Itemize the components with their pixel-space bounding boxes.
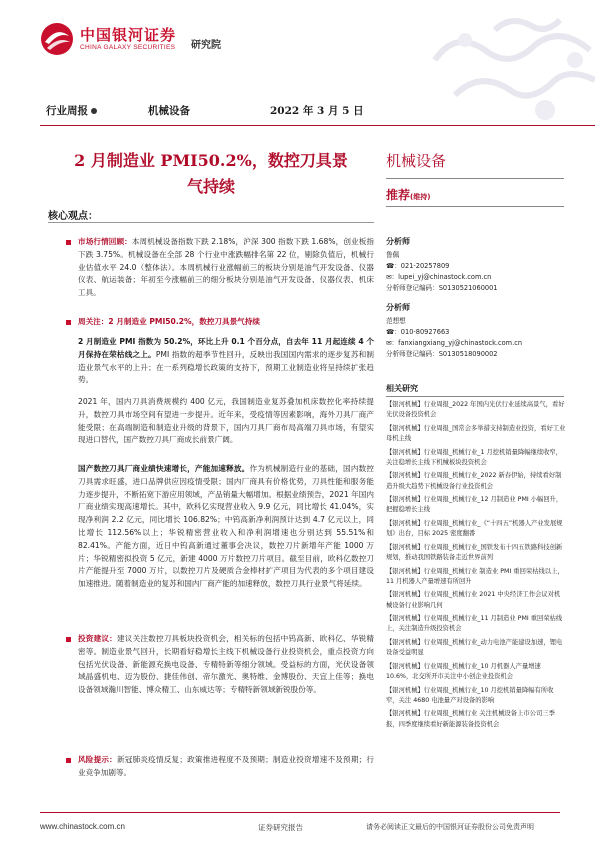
tool-market-paragraph: 2021 年，国内刀具消费规模约 400 亿元，我国制造业复苏叠加机床数控化率持续提升，数控刀具市场空间有望进一步提升。近年来，受疫情等因素影响，海外刀具厂商产能受限；在高端制造和制造业升级的背景下，国内刀具厂商布局高端刀具市场，有望实现进口替代，国产数控刀具厂商成长前景广阔。 — [78, 397, 374, 445]
research-division: 研究院 — [191, 40, 221, 51]
analyst-email[interactable]: ✉：lupei_yj@chinastock.com.cn — [386, 273, 492, 281]
report-title — [48, 148, 374, 200]
sidebar-divider — [386, 178, 564, 179]
analyst-heading: 分析师 — [386, 303, 410, 312]
sidebar-divider — [386, 396, 564, 397]
core-view-label: 核心观点： — [48, 211, 98, 222]
analyst-name: 鲁佩 — [386, 251, 400, 259]
related-item[interactable]: 【银河机械】行业周报_机械行业 关注机械设备上市公司三季报，四季度继续看好新能源装备投资机会 — [386, 710, 555, 728]
related-item[interactable]: 【银河机械】行业周报_机械行业_10 月挖机销量降幅有所收窄，关注 4680 电池量产对设备的影响 — [386, 686, 554, 704]
bullet-square-icon — [66, 240, 71, 245]
brand-name-en: CHINA GALAXY SECURITIES — [80, 44, 176, 51]
analyst-phone: ☎：010-80927663 — [386, 328, 450, 336]
analyst-heading: 分析师 — [386, 237, 410, 246]
footer-report-label: 证券研究报告 — [258, 823, 303, 832]
weekly-focus-heading: 周关注：2 月制造业 PMI50.2%，数控刀具景气持续 — [78, 317, 260, 326]
title-line: 气持续 — [186, 177, 235, 196]
sidebar-divider — [386, 206, 564, 207]
analyst-block — [386, 316, 522, 360]
investment-advice-paragraph: 投资建议：建议关注数控刀具板块投资机会，相关标的包括中钨高新、欧科亿、华锐精密等。制造业景气回升，长期看好稳增长主线下机械设备行业投资机会，重点投资方向包括光伏设备、新能源充换电设备、专精特新等细分领域。受益标的方面，光伏设备领域晶盛机电、迈为股份、捷佳伟创、帝尔激光、奥特维、金博股份、天宜上佳等；换电设备领域瀚川智能、博众精工、山东威达等；专精特新领域新锐股份等。 — [78, 634, 375, 695]
brand-name-cn: 中国银河证券 — [80, 26, 177, 44]
analyst-block — [386, 250, 497, 294]
bullet-dot-icon — [91, 108, 97, 114]
related-item[interactable]: 【银河机械】行业周报_机械行业_1 月挖机销量降幅继续收窄，关注稳增长主线下机械板块投资机会 — [386, 448, 563, 466]
decorative-cloud-pattern — [395, 0, 595, 140]
core-divider — [48, 222, 374, 223]
domestic-tools-paragraph: 国产数控刀具厂商业绩快速增长，产能加速释放。作为机械制造行业的基础，国内数控刀具需求旺盛，进口品牌供应因疫情受限；国内厂商具有价格优势，刀具性能和服务能力逐步提升，不断拓宽下游应用领域，产品销量大幅增加。根据业绩预告，2021 年国内厂商业绩实现高速增长。其中，欧科亿实现营业收入 9.9 亿元，同比增长 41.04%，实现净利润 2.2 亿元，同比增长 106.82%；中钨高新净利润预计达到 4.7 亿元以上，同比增长 112.56%以上；华锐精密营业收入和净利润增速也分别达到 55.51%和 82.41%。产能方面，近日中钨高新通过董事会决议，数控刀片新增年产能 1000 万片；华锐精密拟投资 5 亿元，新建 4000 万片数控刀片项目。截至目前，欧科亿数控刀片产能提升至 7000 万片，以数控刀片及硬质合金棒材扩产项目为代表的多个项目建设加速推进。随着制造业的复苏和国内厂商产能的加速释放，数控刀具行业景气将延续。 — [78, 464, 375, 589]
analyst-phone: ☎：021-20257809 — [386, 262, 450, 270]
bullet-square-icon — [66, 758, 71, 763]
related-item[interactable]: 【银河机械】行业周报_机械行业_2022 新春伊始，持续看好制造升级大趋势下机械设备行业投资机会 — [386, 472, 562, 490]
report-type: 行业周报 — [46, 103, 97, 118]
related-item[interactable]: 【银河机械】行业周报_2022 年国内光伏行业延续高景气，看好光伏设备投资机会 — [386, 401, 565, 419]
analyst-cert: 分析师登记编码：S0130518090002 — [386, 350, 498, 358]
related-item[interactable]: 【银河机械】行业周报_国常会多举措支持制造业投资，看好工业母机主线 — [386, 424, 566, 442]
bullet-square-icon — [66, 320, 71, 325]
header-sector: 机械设备 — [148, 105, 190, 117]
sidebar-sector: 机械设备 — [386, 152, 447, 170]
analyst-name: 范想想 — [386, 317, 406, 325]
rating: 推荐(维持) — [386, 188, 431, 202]
related-research-heading: 相关研究 — [386, 384, 418, 393]
related-item[interactable]: 【银河机械】行业周报_机械行业 2021 中央经济工作会议对机械设备行业影响几何 — [386, 591, 561, 609]
pmi-paragraph: 2 月制造业 PMI 指数为 50.2%，环比上升 0.1 个百分点，自去年 11 月起连续 4 个月保持在荣枯线之上。PMI 指数的超季节性回升，反映出我国国内需求的逐步复苏和制造业景气水平的上升；在一系列稳增长政策的支持下，预期工业制造业将呈持续扩张趋势。 — [78, 337, 374, 385]
related-item[interactable]: 【银河机械】行业周报_机械行业 制造业 PMI 重回荣枯线以上，11 月机器人产量增速有所回升 — [386, 567, 564, 585]
header-divider — [40, 125, 595, 126]
related-item[interactable]: 【银河机械】行业周报_机械行业_10 月机器人产量增速 10.6%，北交所开市关注中小创企业投资机会 — [386, 662, 541, 680]
related-item[interactable]: 【银河机械】行业周报_机械行业_《“十四五”机器人产业发展规划》出台，目标 2025 密度翻番 — [386, 519, 563, 538]
footer-url[interactable]: www.chinastock.com.cn — [40, 822, 125, 831]
footer-divider — [40, 812, 560, 813]
footer-disclaimer: 请务必阅读正文最后的中国银河证券股份公司免责声明 — [366, 823, 534, 831]
related-research-list — [386, 400, 566, 733]
analyst-cert: 分析师登记编码：S0130521060001 — [386, 284, 498, 292]
related-item[interactable]: 【银河机械】行业周报_机械行业_12 月制造业 PMI 小幅回升，把握稳增长主线 — [386, 496, 563, 514]
related-item[interactable]: 【银河机械】行业周报_机械行业_11 月制造业 PMI 重回荣枯线上，关注制造升级投资机会 — [386, 615, 563, 633]
title-line: 2 月制造业 PMI50.2%，数控刀具景 — [74, 151, 348, 170]
analyst-email[interactable]: ✉：fanxiangxiang_yj@chinastock.com.cn — [386, 339, 522, 347]
related-item[interactable]: 【银河机械】行业周报_机械行业_动力电池产能建设加速，锂电设备受益明显 — [386, 638, 563, 657]
risk-warning-paragraph: 风险提示：新冠肺炎疫情反复；政策推进程度不及预期；制造业投资增速不及预期；行业竞争加剧等。 — [78, 755, 375, 777]
market-review-paragraph: 市场行情回顾：本周机械设备指数下跌 2.18%，沪深 300 指数下跌 1.68%，创业板指下跌 3.75%。机械设备在全部 28 个行业中涨跌幅排名第 22 位，剔除负值后，机械行业估值水平 24.0（整体法）。本周机械行业涨幅前三的板块分别是油气开发设备、仪器仪表、航运装备；年初至今涨幅前三的细分板块分别是油气开发设备、仪器仪表、机床工具。 — [78, 237, 374, 298]
related-item[interactable]: 【银河机械】行业周报_机械行业_国铁发布十四五铁路科技创新规划，推动我国铁路装备走近世界前列 — [386, 543, 563, 561]
report-date: 2022 年 3 月 5 日 — [270, 105, 364, 117]
galaxy-logo-icon — [40, 22, 74, 56]
bullet-square-icon — [66, 637, 71, 642]
